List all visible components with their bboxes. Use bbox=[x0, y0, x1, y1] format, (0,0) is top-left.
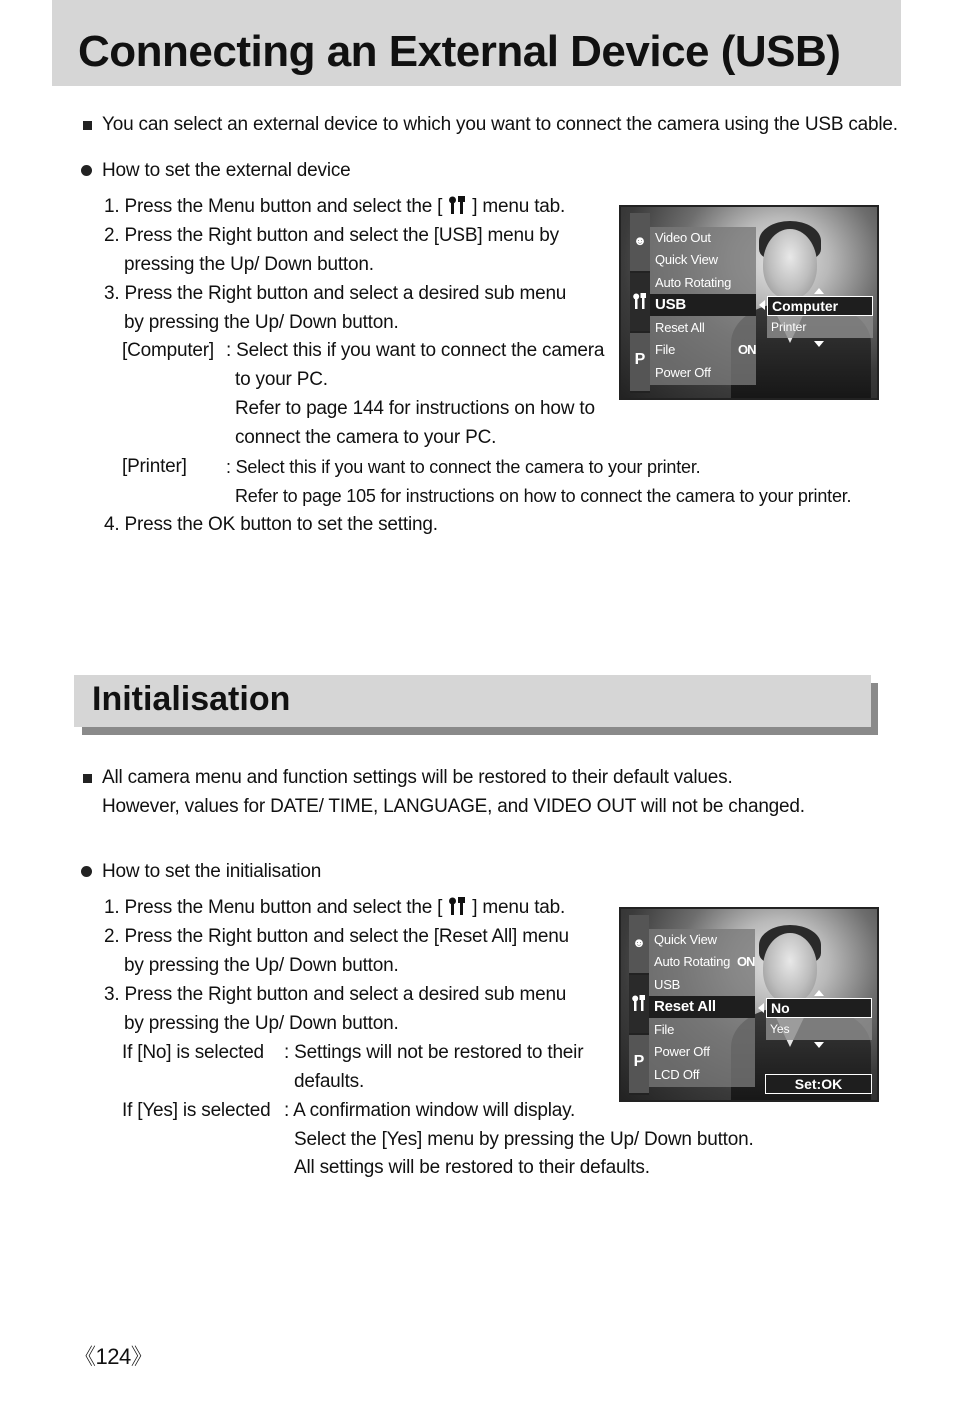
computer-desc-4: connect the camera to your PC. bbox=[235, 427, 497, 448]
menu-item-auto-rotating[interactable]: Auto Rotating bbox=[655, 275, 732, 290]
printer-label: [Printer] bbox=[122, 456, 187, 477]
scroll-up-icon bbox=[814, 990, 824, 996]
tab-camera[interactable] bbox=[630, 213, 650, 273]
no-desc-1: : Settings will not be restored to their bbox=[284, 1042, 584, 1063]
tab-camera[interactable] bbox=[629, 915, 649, 975]
circle-bullet-icon bbox=[81, 866, 92, 877]
tab-setup[interactable] bbox=[629, 975, 649, 1035]
yes-desc-1: : A confirmation window will display. bbox=[284, 1100, 576, 1121]
side-tabs bbox=[630, 213, 650, 393]
init-step-2a: 2. Press the Right button and select the [Reset All] menu bbox=[104, 926, 569, 947]
scroll-down-icon bbox=[814, 341, 824, 347]
init-submenu bbox=[766, 998, 872, 1040]
menu-item-video-out[interactable]: Video Out bbox=[655, 230, 711, 245]
usb-step-1 bbox=[104, 195, 565, 219]
menu-item-usb[interactable]: USB bbox=[650, 294, 756, 316]
init-camera-screen bbox=[619, 907, 879, 1102]
menu-item-usb[interactable]: USB bbox=[654, 977, 681, 992]
init-howto-heading: How to set the initialisation bbox=[102, 861, 322, 882]
tab-p[interactable] bbox=[629, 1035, 649, 1095]
tab-p[interactable] bbox=[630, 333, 650, 393]
yes-desc-2: Select the [Yes] menu by pressing the Up/ Down button. bbox=[294, 1129, 754, 1150]
square-bullet-icon bbox=[83, 774, 92, 783]
no-desc-2: defaults. bbox=[294, 1071, 365, 1092]
photo-face bbox=[763, 229, 817, 299]
computer-label: [Computer] bbox=[122, 340, 214, 361]
menu-item-quick-view[interactable]: Quick View bbox=[654, 932, 717, 947]
setup-tools-icon bbox=[446, 196, 468, 214]
submenu-no[interactable]: No bbox=[766, 998, 872, 1018]
yes-label: If [Yes] is selected bbox=[122, 1100, 271, 1121]
setup-tools-icon bbox=[631, 995, 647, 1011]
left-arrow-icon bbox=[759, 300, 765, 310]
menu-item-power-off[interactable]: Power Off bbox=[655, 365, 711, 380]
submenu-printer[interactable]: Printer bbox=[771, 320, 807, 334]
photo-face bbox=[763, 933, 817, 1003]
computer-desc-1: : Select this if you want to connect the camera bbox=[226, 340, 605, 361]
menu-item-lcd-off[interactable]: LCD Off bbox=[654, 1067, 700, 1082]
usb-step-3a: 3. Press the Right button and select a desired sub menu bbox=[104, 283, 567, 304]
no-label: If [No] is selected bbox=[122, 1042, 264, 1063]
setup-tools-icon bbox=[632, 293, 648, 309]
left-arrow-icon bbox=[758, 1003, 764, 1013]
init-step-3a: 3. Press the Right button and select a desired sub menu bbox=[104, 984, 567, 1005]
init-menu-list bbox=[649, 929, 755, 1087]
init-step-1-post: ] menu tab. bbox=[472, 897, 566, 918]
init-step-3b: by pressing the Up/ Down button. bbox=[124, 1013, 399, 1034]
menu-item-auto-rotating[interactable]: Auto Rotating bbox=[654, 954, 731, 969]
menu-item-power-off[interactable]: Power Off bbox=[654, 1044, 710, 1059]
init-step-2b: by pressing the Up/ Down button. bbox=[124, 955, 399, 976]
menu-item-file[interactable]: File bbox=[655, 342, 676, 357]
camera-settings-icon: ☻ bbox=[633, 233, 647, 248]
init-section-title: Initialisation bbox=[92, 680, 291, 718]
usb-step-3b: by pressing the Up/ Down button. bbox=[124, 312, 399, 333]
on-badge: ON bbox=[738, 342, 756, 357]
menu-item-reset-all[interactable]: Reset All bbox=[655, 320, 705, 335]
usb-howto-heading: How to set the external device bbox=[102, 160, 351, 181]
scroll-down-icon bbox=[814, 1042, 824, 1048]
usb-intro: You can select an external device to which you want to connect the camera using the USB cable. bbox=[102, 114, 898, 135]
submenu-yes[interactable]: Yes bbox=[770, 1022, 790, 1036]
usb-camera-screen bbox=[619, 205, 879, 400]
usb-submenu bbox=[767, 296, 873, 338]
computer-desc-2: to your PC. bbox=[235, 369, 328, 390]
menu-item-quick-view[interactable]: Quick View bbox=[655, 252, 718, 267]
tab-p-label: P bbox=[634, 351, 646, 368]
usb-menu-list bbox=[650, 227, 756, 385]
circle-bullet-icon bbox=[81, 165, 92, 176]
menu-item-reset-all[interactable]: Reset All bbox=[649, 996, 755, 1018]
computer-desc-3: Refer to page 144 for instructions on how to bbox=[235, 398, 595, 419]
usb-step-4: 4. Press the OK button to set the setting. bbox=[104, 514, 438, 535]
init-step-1 bbox=[104, 896, 565, 920]
usb-step-1-post: ] menu tab. bbox=[472, 196, 566, 217]
init-intro-2: However, values for DATE/ TIME, LANGUAGE, and VIDEO OUT will not be changed. bbox=[102, 796, 805, 817]
yes-desc-3: All settings will be restored to their defaults. bbox=[294, 1157, 650, 1178]
printer-desc-1: : Select this if you want to connect the camera to your printer. bbox=[226, 457, 701, 477]
page-number: 《124》 bbox=[74, 1344, 153, 1369]
init-step-1-pre: 1. Press the Menu button and select the [ bbox=[104, 897, 443, 918]
page-title: Connecting an External Device (USB) bbox=[78, 27, 841, 76]
tab-setup[interactable] bbox=[630, 273, 650, 333]
tab-p-label: P bbox=[633, 1053, 645, 1070]
printer-desc-2: Refer to page 105 for instructions on how to connect the camera to your printer. bbox=[235, 486, 852, 506]
submenu-computer[interactable]: Computer bbox=[767, 296, 873, 316]
menu-item-file[interactable]: File bbox=[654, 1022, 675, 1037]
usb-step-2b: pressing the Up/ Down button. bbox=[124, 254, 374, 275]
usb-step-1-pre: 1. Press the Menu button and select the [ bbox=[104, 196, 443, 217]
on-badge: ON bbox=[737, 954, 755, 969]
square-bullet-icon bbox=[83, 121, 92, 130]
init-intro-1: All camera menu and function settings will be restored to their default values. bbox=[102, 767, 733, 788]
setup-tools-icon bbox=[446, 897, 468, 915]
side-tabs bbox=[629, 915, 649, 1095]
usb-step-2a: 2. Press the Right button and select the [USB] menu by bbox=[104, 225, 559, 246]
set-ok-button[interactable]: Set:OK bbox=[765, 1074, 872, 1094]
scroll-up-icon bbox=[814, 288, 824, 294]
camera-settings-icon: ☻ bbox=[632, 935, 646, 950]
